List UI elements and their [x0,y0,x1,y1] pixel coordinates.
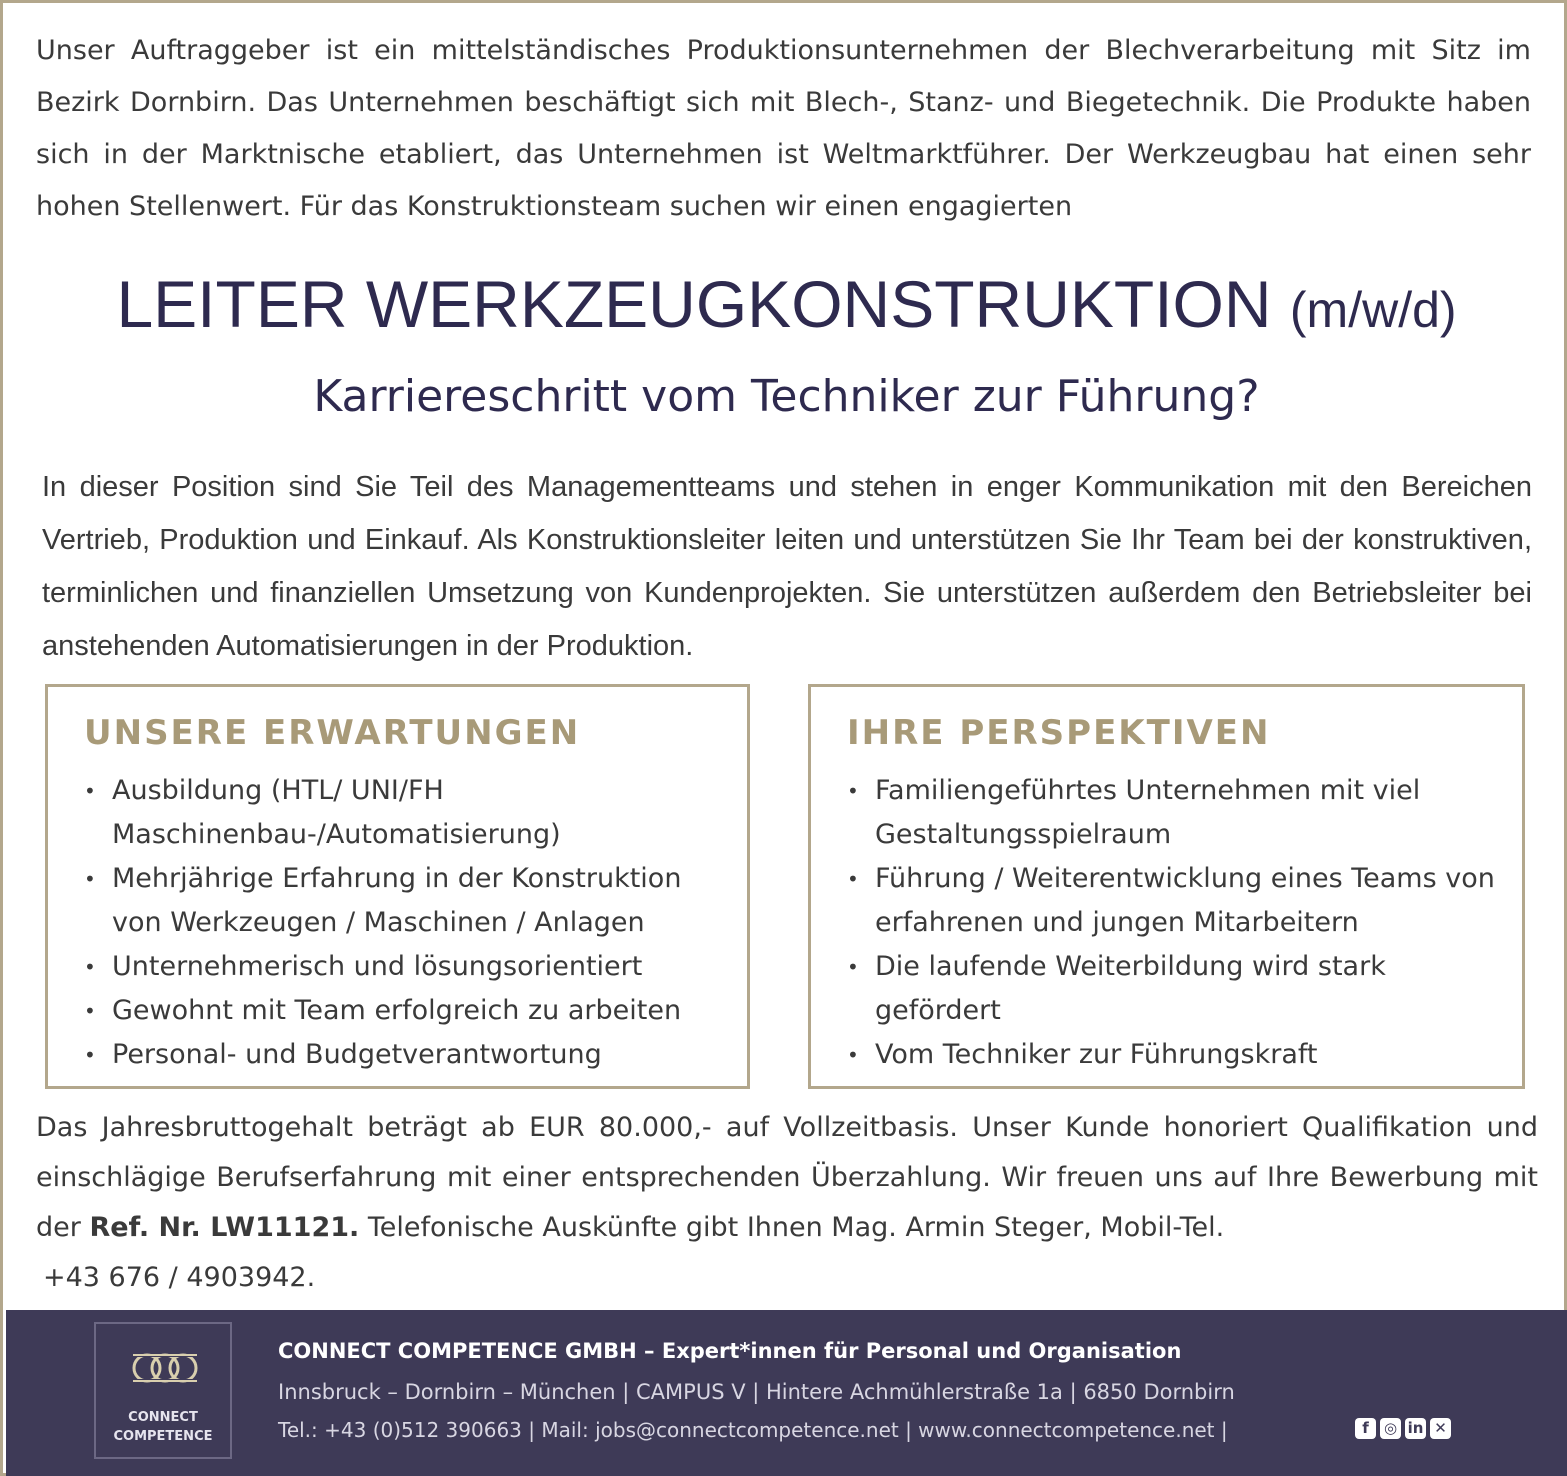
footer [6,1310,1567,1476]
list-item [847,769,1512,857]
list-item-text: Familiengeführtes Unternehmen mit viel Gestaltungsspielraum [875,775,1421,850]
bullet-icon: • [847,955,859,979]
company-logo [94,1322,232,1459]
list-item-text: Personal- und Budgetverantwortung [112,1039,602,1070]
list-item [84,989,737,1033]
list-item [84,857,737,945]
cc-logo-icon [125,1350,205,1386]
contact-phone: +43 676 / 4903942. [43,1262,316,1293]
bullet-icon: • [84,955,96,979]
bullet-icon: • [84,867,96,891]
footer-contact: Tel.: +43 (0)512 390663 | Mail: jobs@connectcompetence.net | www.connectcompetence.net | [278,1418,1228,1442]
expectations-box [45,684,750,1089]
reference-number: Ref. Nr. LW11121. [89,1212,360,1243]
perspectives-heading: IHRE PERSPEKTIVEN [847,713,1271,753]
footer-company: CONNECT COMPETENCE GMBH – Expert*innen für Personal und Organisation [278,1339,1182,1363]
list-item-text: Mehrjährige Erfahrung in der Konstruktion von Werkzeugen / Maschinen / Anlagen [112,863,682,938]
list-item-text: Ausbildung (HTL/ UNI/FH Maschinenbau-/Automatisierung) [112,775,561,850]
intro-paragraph: Unser Auftraggeber ist ein mittelständisches Produktionsunternehmen der Blechverarbeitung mit Sitz im Bezirk Dornbirn. Das Unternehmen beschäftigt sich mit Blech-, Stanz- und Biegetechnik. Die Produkte haben sich in der Marktnische etabliert, das Unternehmen ist Weltmarktführer. Der Werkzeugbau hat einen sehr hohen Stellenwert. Für das Konstruktionsteam suchen wir einen engagierten [36,35,1531,222]
job-subtitle: Karriereschritt vom Techniker zur Führung? [313,371,1260,422]
social-icons [1355,1418,1455,1439]
position-paragraph: In dieser Position sind Sie Teil des Managementteams und stehen in enger Kommunikation mit den Bereichen Vertrieb, Produktion und Einkauf. Als Konstruktionsleiter leiten und unterstützen Sie Ihr Team bei der konstruktiven, terminlichen und finanziellen Umsetzung von Kundenprojekten. Sie unterstützen außerdem den Betriebsleiter bei anstehenden Automatisierungen in der Produktion. [42,471,1532,662]
instagram-icon[interactable]: ◎ [1380,1418,1401,1439]
facebook-icon[interactable]: f [1355,1418,1376,1439]
logo-line-2: COMPETENCE [113,1429,213,1444]
salary-text: Das Jahresbruttogehalt beträgt ab EUR 80.000,- auf Vollzeitbasis. Unser Kunde honoriert Qualifikation und einschlägige Berufserfahrung mit einer entsprechenden Überzahlung. Wir freuen uns auf Ihre Bewerbung mit der [36,1112,1538,1243]
bullet-icon: • [84,999,96,1023]
footer-address: Innsbruck – Dornbirn – München | CAMPUS V | Hintere Achmühlerstraße 1a | 6850 Dornbirn [278,1380,1235,1404]
bullet-icon: • [847,779,859,803]
salary-paragraph [36,1103,1538,1253]
list-item-text: Unternehmerisch und lösungsorientiert [112,951,643,982]
list-item-text: Die laufende Weiterbildung wird stark gefördert [875,951,1386,1026]
bullet-icon: • [847,1043,859,1067]
perspectives-list [847,769,1512,1077]
job-title [3,261,1567,353]
bullet-icon: • [84,1043,96,1067]
expectations-list [84,769,737,1077]
list-item [847,1033,1512,1077]
list-item-text: Gewohnt mit Team erfolgreich zu arbeiten [112,995,682,1026]
list-item [84,1033,737,1077]
list-item-text: Führung / Weiterentwicklung eines Teams von erfahrenen und jungen Mitarbeitern [875,863,1495,938]
list-item [847,857,1512,945]
logo-text [96,1408,230,1446]
job-title-main: LEITER WERKZEUGKONSTRUKTION [116,267,1272,341]
xing-icon[interactable]: ✕ [1430,1418,1451,1439]
list-item [84,945,737,989]
logo-line-1: CONNECT [128,1410,198,1425]
bullet-icon: • [84,779,96,803]
list-item-text: Vom Techniker zur Führungskraft [875,1039,1318,1070]
position-section [42,461,1532,673]
bullet-icon: • [847,867,859,891]
job-title-suffix: (m/w/d) [1289,282,1457,338]
linkedin-icon[interactable]: in [1405,1418,1426,1439]
list-item [84,769,737,857]
perspectives-box [808,684,1525,1089]
intro-section [36,25,1531,233]
salary-section [36,1103,1538,1303]
expectations-heading: UNSERE ERWARTUNGEN [84,713,581,753]
list-item [847,945,1512,1033]
contact-info-text: Telefonische Auskünfte gibt Ihnen Mag. Armin Steger, Mobil-Tel. [367,1212,1225,1243]
